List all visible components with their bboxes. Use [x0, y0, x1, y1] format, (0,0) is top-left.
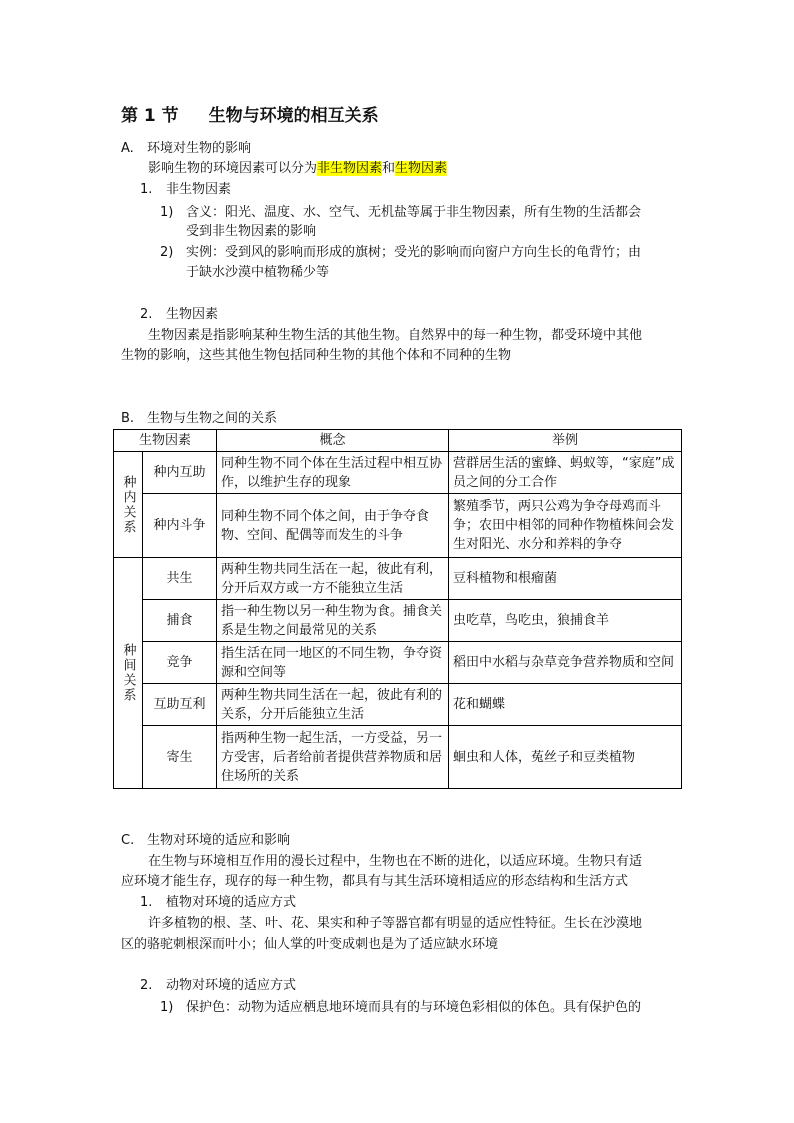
table-row	[114, 558, 682, 600]
row-name: 寄生	[143, 726, 217, 789]
list-item: 1) 含义：阳光、温度、水、空气、无机盐等属于非生物因素，所有生物的生活都会	[160, 205, 642, 220]
row-example: 稻田中水稻与杂草竞争营养物质和空间	[449, 642, 682, 684]
subsection-a1-heading: 1. 非生物因素	[140, 182, 232, 197]
row-concept: 同种生物不同个体在生活过程中相互协作，以维护生存的现象	[217, 452, 449, 494]
table-row	[114, 494, 682, 558]
paragraph: 许多植物的根、茎、叶、花、果实和种子等器官都有明显的适应性特征。生长在沙漠地	[148, 916, 643, 931]
row-concept: 两种生物共同生活在一起，彼此有利，分开后双方或一方不能独立生活	[217, 558, 449, 600]
section-title: 生物与环境的相互关系	[208, 106, 379, 126]
row-example: 花和蝴蝶	[449, 684, 682, 726]
row-name: 种内斗争	[143, 494, 217, 558]
row-concept: 指一种生物以另一种生物为食。捕食关系是生物之间最常见的关系	[217, 600, 449, 642]
row-example: 虫吃草，鸟吃虫，狼捕食羊	[449, 600, 682, 642]
section-b-heading: B. 生物与生物之间的关系	[121, 411, 278, 426]
row-name: 互助互利	[143, 684, 217, 726]
subsection-a2-heading: 2. 生物因素	[140, 307, 219, 322]
row-example: 豆科植物和根瘤菌	[449, 558, 682, 600]
list-item: 2) 实例：受到风的影响而形成的旗树；受光的影响而向窗户方向生长的龟背竹；由	[160, 245, 642, 260]
paragraph-cont: 生物的影响，这些其他生物包括同种生物的其他个体和不同种的生物	[121, 348, 512, 363]
row-example: 繁殖季节，两只公鸡为争夺母鸡而斗争；农田中相邻的同种作物植株间会发生对阳光、水分和养料的争夺	[449, 494, 682, 558]
list-item-cont: 受到非生物因素的影响	[186, 224, 317, 239]
list-item-cont: 于缺水沙漠中植物稀少等	[186, 265, 330, 280]
subsection-c1-heading: 1. 植物对环境的适应方式	[140, 895, 297, 910]
subsection-c2-heading: 2. 动物对环境的适应方式	[140, 978, 297, 993]
row-name: 共生	[143, 558, 217, 600]
highlight-biotic: 生物因素	[395, 161, 448, 176]
group-interspecific: 种间关系	[114, 558, 143, 789]
table-row	[114, 684, 682, 726]
group-intraspecific: 种内关系	[114, 452, 143, 558]
paragraph: 在生物与环境相互作用的漫长过程中，生物也在不断的进化，以适应环境。生物只有适	[148, 854, 643, 869]
row-concept: 指两种生物一起生活，一方受益，另一方受害，后者给前者提供营养物质和居住场所的关系	[217, 726, 449, 789]
section-a-intro: 影响生物的环境因素可以分为非生物因素和生物因素	[148, 161, 448, 176]
paragraph-cont: 应环境才能生存，现存的每一种生物，都具有与其生活环境相适应的形态结构和生活方式	[121, 874, 629, 889]
highlight-abiotic: 非生物因素	[317, 161, 383, 176]
header-example: 举例	[449, 430, 682, 452]
row-name: 种内互助	[143, 452, 217, 494]
paragraph: 生物因素是指影响某种生物生活的其他生物。自然界中的每一种生物，都受环境中其他	[148, 328, 643, 343]
table-row	[114, 642, 682, 684]
header-factor: 生物因素	[114, 430, 217, 452]
table-row	[114, 600, 682, 642]
table-row	[114, 452, 682, 494]
section-c-heading: C. 生物对环境的适应和影响	[121, 833, 291, 848]
row-example: 蛔虫和人体，菟丝子和豆类植物	[449, 726, 682, 789]
row-concept: 指生活在同一地区的不同生物，争夺资源和空间等	[217, 642, 449, 684]
section-number: 第 1 节	[121, 106, 179, 126]
page-title	[121, 104, 379, 128]
row-concept: 两种生物共同生活在一起，彼此有利的关系，分开后能独立生活	[217, 684, 449, 726]
relationship-table	[113, 429, 682, 789]
table-row	[114, 726, 682, 789]
list-item: 1) 保护色：动物为适应栖息地环境而具有的与环境色彩相似的体色。具有保护色的	[160, 1000, 642, 1015]
row-name: 竞争	[143, 642, 217, 684]
table-header-row	[114, 430, 682, 452]
row-concept: 同种生物不同个体之间，由于争夺食物、空间、配偶等而发生的斗争	[217, 494, 449, 558]
header-concept: 概念	[217, 430, 449, 452]
section-a-heading: A. 环境对生物的影响	[121, 141, 252, 156]
row-example: 营群居生活的蜜蜂、蚂蚁等，“家庭”成员之间的分工合作	[449, 452, 682, 494]
paragraph-cont: 区的骆驼刺根深而叶小；仙人掌的叶变成刺也是为了适应缺水环境	[121, 937, 499, 952]
row-name: 捕食	[143, 600, 217, 642]
